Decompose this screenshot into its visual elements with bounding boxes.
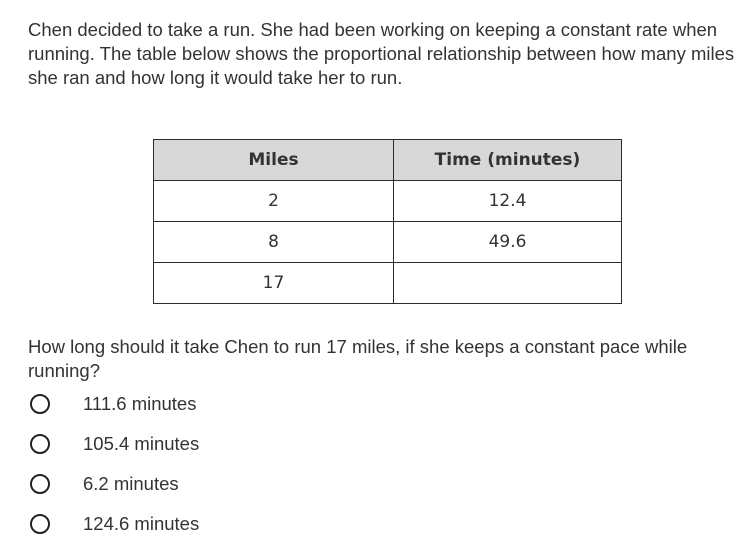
cell-time-empty <box>394 263 622 304</box>
intro-text: Chen decided to take a run. She had been working on keeping a constant rate when running. The table below shows the proportional relationship between how many miles she ran and how long it would take her to run. <box>28 19 735 88</box>
question-text: How long should it take Chen to run 17 miles, if she keeps a constant pace while running? <box>28 336 688 381</box>
cell-time: 12.4 <box>394 181 622 222</box>
cell-miles: 2 <box>154 181 394 222</box>
header-miles: Miles <box>154 140 394 181</box>
table-header-row <box>154 140 622 181</box>
table-row <box>154 263 622 304</box>
radio-button-icon[interactable] <box>30 514 50 534</box>
answer-option-label: 105.4 minutes <box>83 433 200 454</box>
answer-option-d[interactable] <box>28 504 199 544</box>
miles-time-table <box>153 139 622 304</box>
answer-option-a[interactable] <box>28 384 199 424</box>
answer-option-label: 124.6 minutes <box>83 513 200 534</box>
cell-miles: 8 <box>154 222 394 263</box>
answer-option-label: 6.2 minutes <box>83 473 179 494</box>
header-time: Time (minutes) <box>394 140 622 181</box>
cell-miles: 17 <box>154 263 394 304</box>
table-row <box>154 222 622 263</box>
table-row <box>154 181 622 222</box>
cell-time: 49.6 <box>394 222 622 263</box>
radio-button-icon[interactable] <box>30 434 50 454</box>
radio-button-icon[interactable] <box>30 394 50 414</box>
answer-option-c[interactable] <box>28 464 199 504</box>
radio-button-icon[interactable] <box>30 474 50 494</box>
answer-options <box>28 384 199 544</box>
answer-option-label: 111.6 minutes <box>83 393 197 414</box>
answer-option-b[interactable] <box>28 424 199 464</box>
